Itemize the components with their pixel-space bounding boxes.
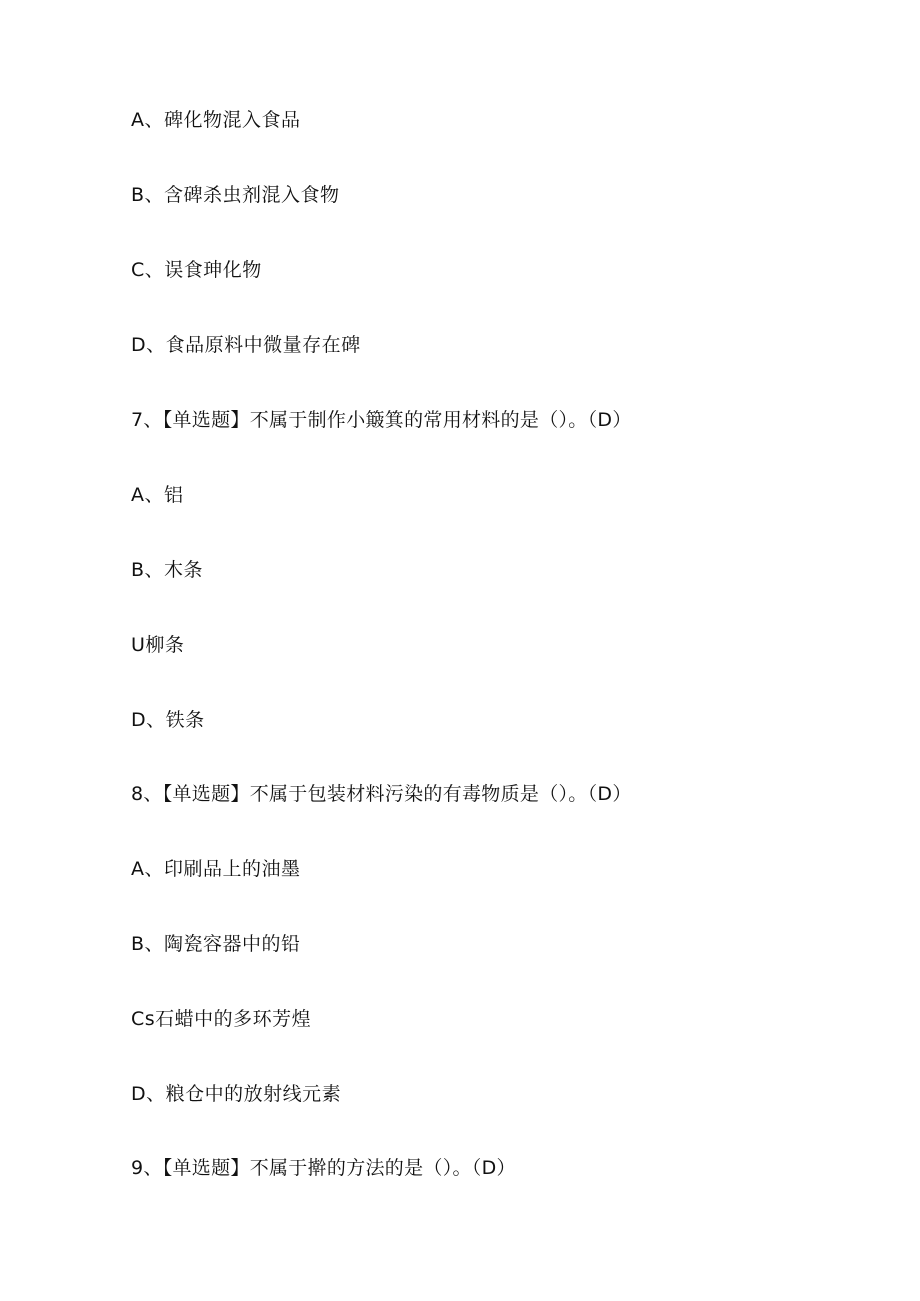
q8-option-a: A、印刷品上的油墨 [131, 858, 301, 880]
q7-option-c: U柳条 [131, 634, 185, 656]
question-7: 7、【单选题】不属于制作小簸箕的常用材料的是（）。（D） [131, 409, 632, 431]
question-8: 8、【单选题】不属于包装材料污染的有毒物质是（）。（D） [131, 783, 632, 805]
option-c-text: C、误食珅化物 [131, 259, 262, 281]
q8-option-d: D、粮仓中的放射线元素 [131, 1083, 342, 1105]
option-d-text: D、食品原料中微量存在碑 [131, 334, 361, 356]
q7-option-b: B、木条 [131, 559, 204, 581]
q8-option-c: Cs石蜡中的多环芳煌 [131, 1008, 312, 1030]
q8-option-b: B、陶瓷容器中的铅 [131, 933, 301, 955]
q7-option-a: A、铝 [131, 484, 184, 506]
option-a-text: A、碑化物混入食品 [131, 109, 301, 131]
option-b-text: B、含碑杀虫剂混入食物 [131, 184, 340, 206]
q7-option-d: D、铁条 [131, 709, 205, 731]
question-9: 9、【单选题】不属于擀的方法的是（）。（D） [131, 1157, 516, 1179]
